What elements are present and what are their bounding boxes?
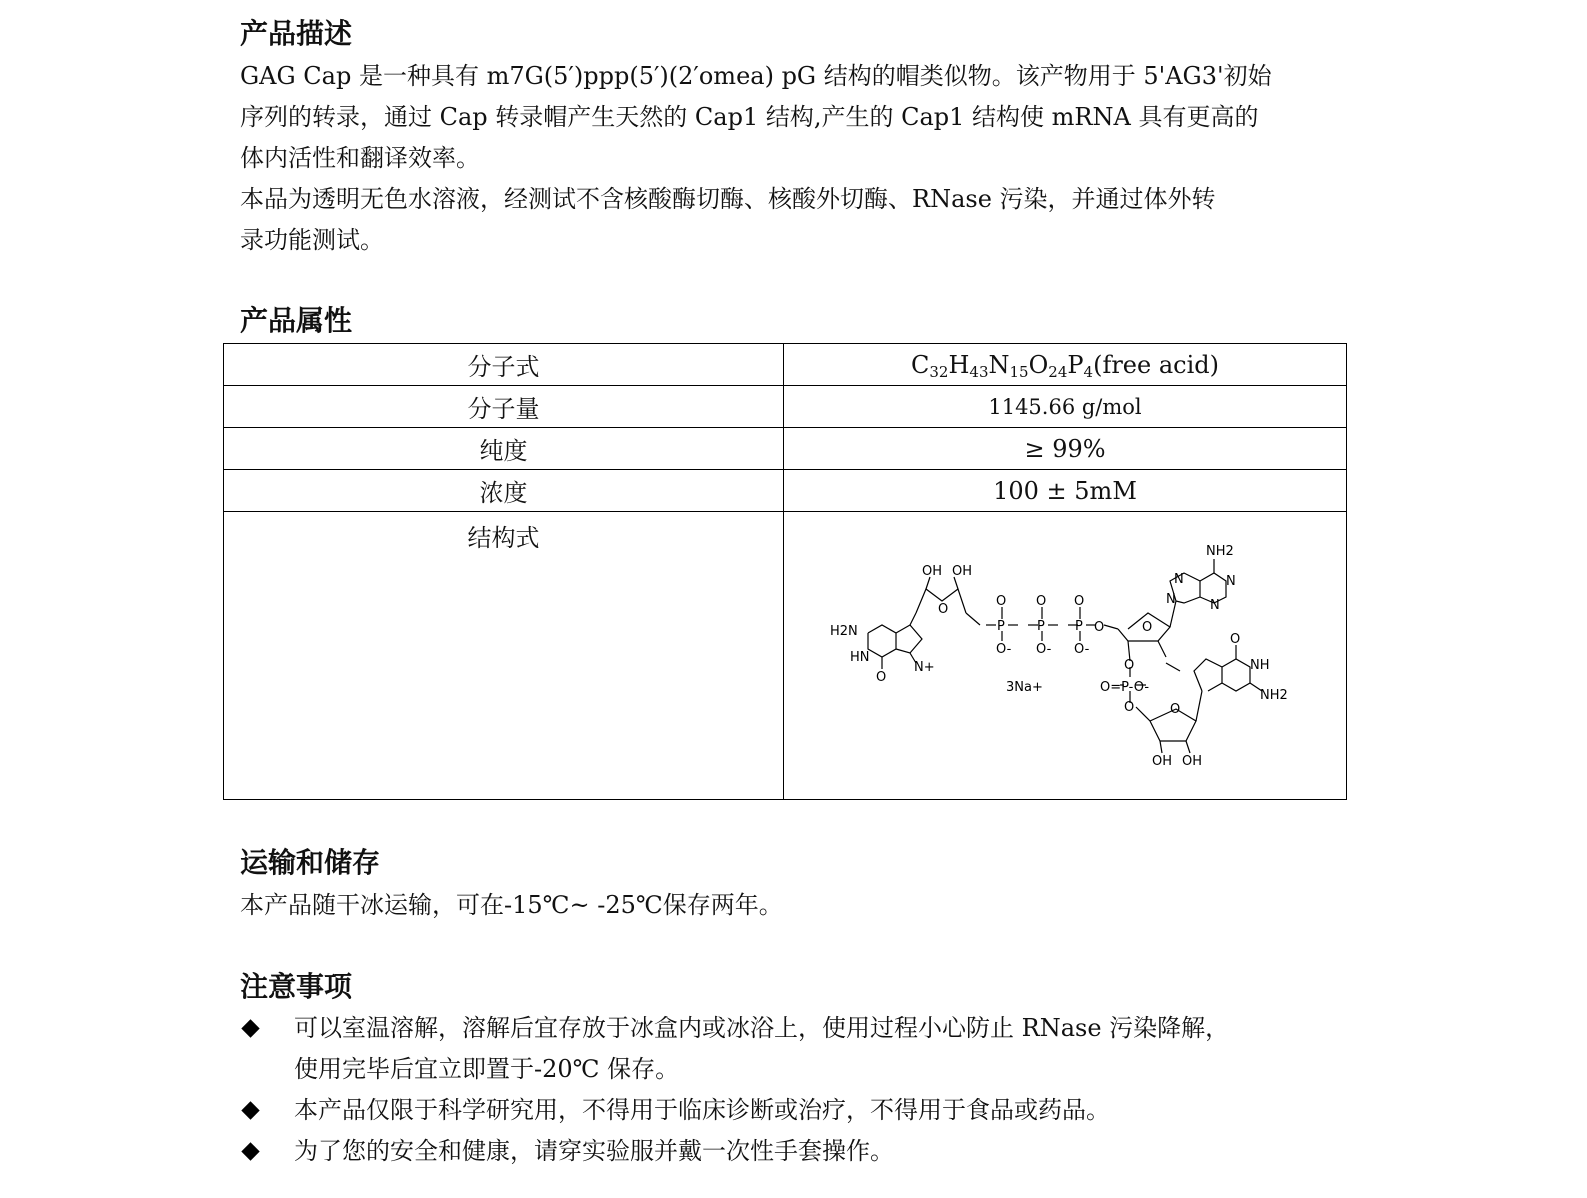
structure-label: NH2	[1260, 687, 1288, 703]
structure-label: O	[996, 593, 1007, 609]
table-row	[224, 428, 1347, 470]
note-line: 为了您的安全和健康，请穿实验服并戴一次性手套操作。	[294, 1137, 894, 1165]
property-label: 纯度	[224, 428, 784, 470]
property-label: 结构式	[224, 512, 784, 800]
table-row	[224, 470, 1347, 512]
property-label: 浓度	[224, 470, 784, 512]
structure-label: O	[1036, 593, 1047, 609]
table-row	[224, 344, 1347, 386]
table-row	[224, 386, 1347, 428]
structure-label: OH	[1182, 753, 1203, 769]
structure-label: O	[1170, 701, 1181, 717]
structure-label: O	[938, 601, 949, 617]
notes-list	[238, 1008, 1348, 1172]
structure-label: N	[1166, 591, 1176, 607]
structure-label: O	[876, 669, 887, 685]
structure-label: O	[1074, 593, 1085, 609]
structure-label: NH	[1250, 657, 1270, 673]
structure-label: 3Na+	[1006, 679, 1043, 695]
structure-label: P	[997, 618, 1005, 634]
diamond-bullet-icon	[241, 1142, 259, 1160]
structure-label: O-	[996, 641, 1012, 657]
note-line: 本产品仅限于科学研究用，不得用于临床诊断或治疗，不得用于食品或药品。	[294, 1096, 1110, 1124]
structure-label: O-	[1074, 641, 1090, 657]
section-title-properties: 产品属性	[240, 304, 353, 337]
description-line: 序列的转录，通过 Cap 转录帽产生天然的 Cap1 结构,产生的 Cap1 结构使 mRNA 具有更高的	[240, 103, 1259, 131]
structure-label: N+	[914, 659, 935, 675]
description-line: 本品为透明无色水溶液，经测试不含核酸酶切酶、核酸外切酶、RNase 污染，并通过体外转	[240, 185, 1216, 213]
structure-label: O	[1230, 631, 1241, 647]
properties-table	[223, 343, 1347, 800]
structure-label: N	[1210, 597, 1220, 613]
structure-label: O	[1142, 619, 1153, 635]
description-line: GAG Cap 是一种具有 m7G(5′)ppp(5′)(2′omea) pG 结构的帽类似物。该产物用于 5'AG3'初始	[240, 62, 1272, 90]
structure-label: N	[1174, 571, 1184, 587]
molecular-formula: $C_{32}H_{43}N_{15}O_{24}P_4(free$ acid)	[784, 344, 1347, 386]
section-title-description: 产品描述	[240, 17, 353, 50]
structure-label: HN	[850, 649, 870, 665]
structure-label: P	[1037, 618, 1045, 634]
property-label: 分子式	[224, 344, 784, 386]
list-item	[238, 1131, 1348, 1172]
shipping-text: 本产品随干冰运输，可在-15℃~ -25℃保存两年。	[240, 891, 783, 919]
concentration-value: 100 ± 5mM	[784, 470, 1347, 512]
section-title-shipping: 运输和储存	[240, 846, 381, 879]
structure-label: H2N	[830, 623, 858, 639]
list-item	[238, 1008, 1348, 1090]
structure-label: OH	[952, 563, 973, 579]
description-line: 录功能测试。	[240, 226, 384, 254]
structure-label: O	[1094, 619, 1105, 635]
structure-label: OH	[922, 563, 943, 579]
structure-label: O=P-O-	[1100, 679, 1150, 695]
molecular-weight: 1145.66 g/mol	[784, 386, 1347, 428]
structure-label: OH	[1152, 753, 1173, 769]
property-label: 分子量	[224, 386, 784, 428]
structure-label: N	[1226, 573, 1236, 589]
description-paragraph	[240, 56, 1350, 261]
note-line: 使用完毕后宜立即置于-20℃ 保存。	[294, 1055, 680, 1083]
chemical-structure-diagram	[830, 541, 1300, 771]
structure-label: O-	[1036, 641, 1052, 657]
diamond-bullet-icon	[241, 1019, 259, 1037]
note-line: 可以室温溶解，溶解后宜存放于冰盒内或冰浴上，使用过程小心防止 RNase 污染降解，	[294, 1014, 1230, 1042]
structure-formula	[784, 512, 1347, 800]
structure-label: P	[1075, 618, 1083, 634]
structure-label: O	[1124, 657, 1135, 673]
table-row	[224, 512, 1347, 800]
list-item	[238, 1090, 1348, 1131]
purity-value: ≥ 99%	[784, 428, 1347, 470]
description-line: 体内活性和翻译效率。	[240, 144, 480, 172]
structure-label: NH2	[1206, 543, 1234, 559]
structure-label: O	[1124, 699, 1135, 715]
section-title-notes: 注意事项	[240, 970, 353, 1003]
diamond-bullet-icon	[241, 1101, 259, 1119]
